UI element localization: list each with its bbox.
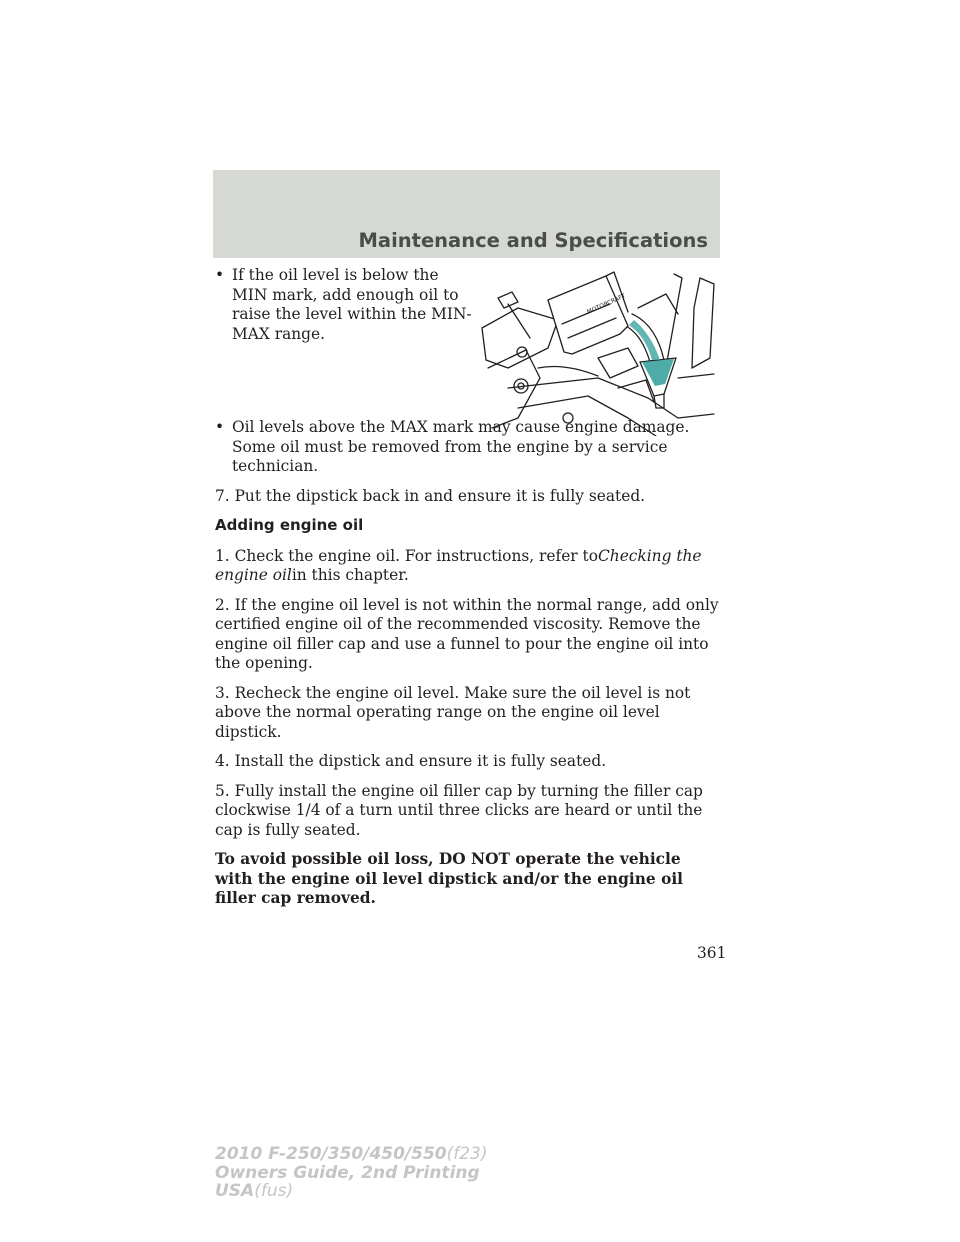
bullet-glyph: • xyxy=(215,266,225,284)
footer-line-2: Owners Guide, 2nd Printing xyxy=(215,1162,480,1183)
list-item xyxy=(215,266,478,418)
cross-reference: Checking the engine oil xyxy=(215,546,702,584)
warning-text: To avoid possible oil loss, DO NOT operate the vehicle with the engine oil level dipstick and/or the engine oil filler cap removed. xyxy=(215,850,684,907)
footer-market: USA xyxy=(215,1181,255,1201)
step-1-text: 1. Check the engine oil. For instructions, refer to xyxy=(215,546,599,565)
bullet-glyph: • xyxy=(215,418,225,436)
subheading-adding-engine-oil: Adding engine oil xyxy=(215,516,364,534)
page-content xyxy=(215,266,720,919)
step-3: 3. Recheck the engine oil level. Make sure the oil level is not above the normal operating range on the engine oil level dipstick. xyxy=(215,683,691,741)
footer-line-3 xyxy=(215,1182,488,1201)
section-header xyxy=(213,170,720,258)
footer-code: (f23) xyxy=(446,1144,488,1164)
page-number: 361 xyxy=(697,944,727,962)
bullet-text: If the oil level is below the MIN mark, add enough oil to raise the level within the MIN-MAX range. xyxy=(232,266,472,343)
step-2: 2. If the engine oil level is not within the normal range, add only certified engine oil of the recommended viscosity. Remove the engine oil filler cap and use a funnel to pour the engine oil into the opening. xyxy=(215,595,719,672)
step-5: 5. Fully install the engine oil filler cap by turning the filler cap clockwise 1/4 of a turn until three clicks are heard or until the cap is fully seated. xyxy=(215,781,703,839)
bullet-text: Oil levels above the MAX mark may cause engine damage. Some oil must be removed from the engine by a service technician. xyxy=(232,418,690,475)
footer-line-1 xyxy=(215,1145,488,1164)
step-1 xyxy=(215,547,720,586)
list-item xyxy=(215,418,720,477)
step-1-tail: in this chapter. xyxy=(291,566,409,584)
step-4: 4. Install the dipstick and ensure it is fully seated. xyxy=(215,752,607,770)
step-7: 7. Put the dipstick back in and ensure it is fully seated. xyxy=(215,486,646,505)
svg-text:MOTORCRAFT: MOTORCRAFT xyxy=(585,292,627,316)
footer-market-code: (fus) xyxy=(254,1181,294,1201)
document-footer xyxy=(215,1145,488,1201)
footer-model: 2010 F-250/350/450/550 xyxy=(215,1144,447,1164)
section-title: Maintenance and Specifications xyxy=(358,229,708,252)
